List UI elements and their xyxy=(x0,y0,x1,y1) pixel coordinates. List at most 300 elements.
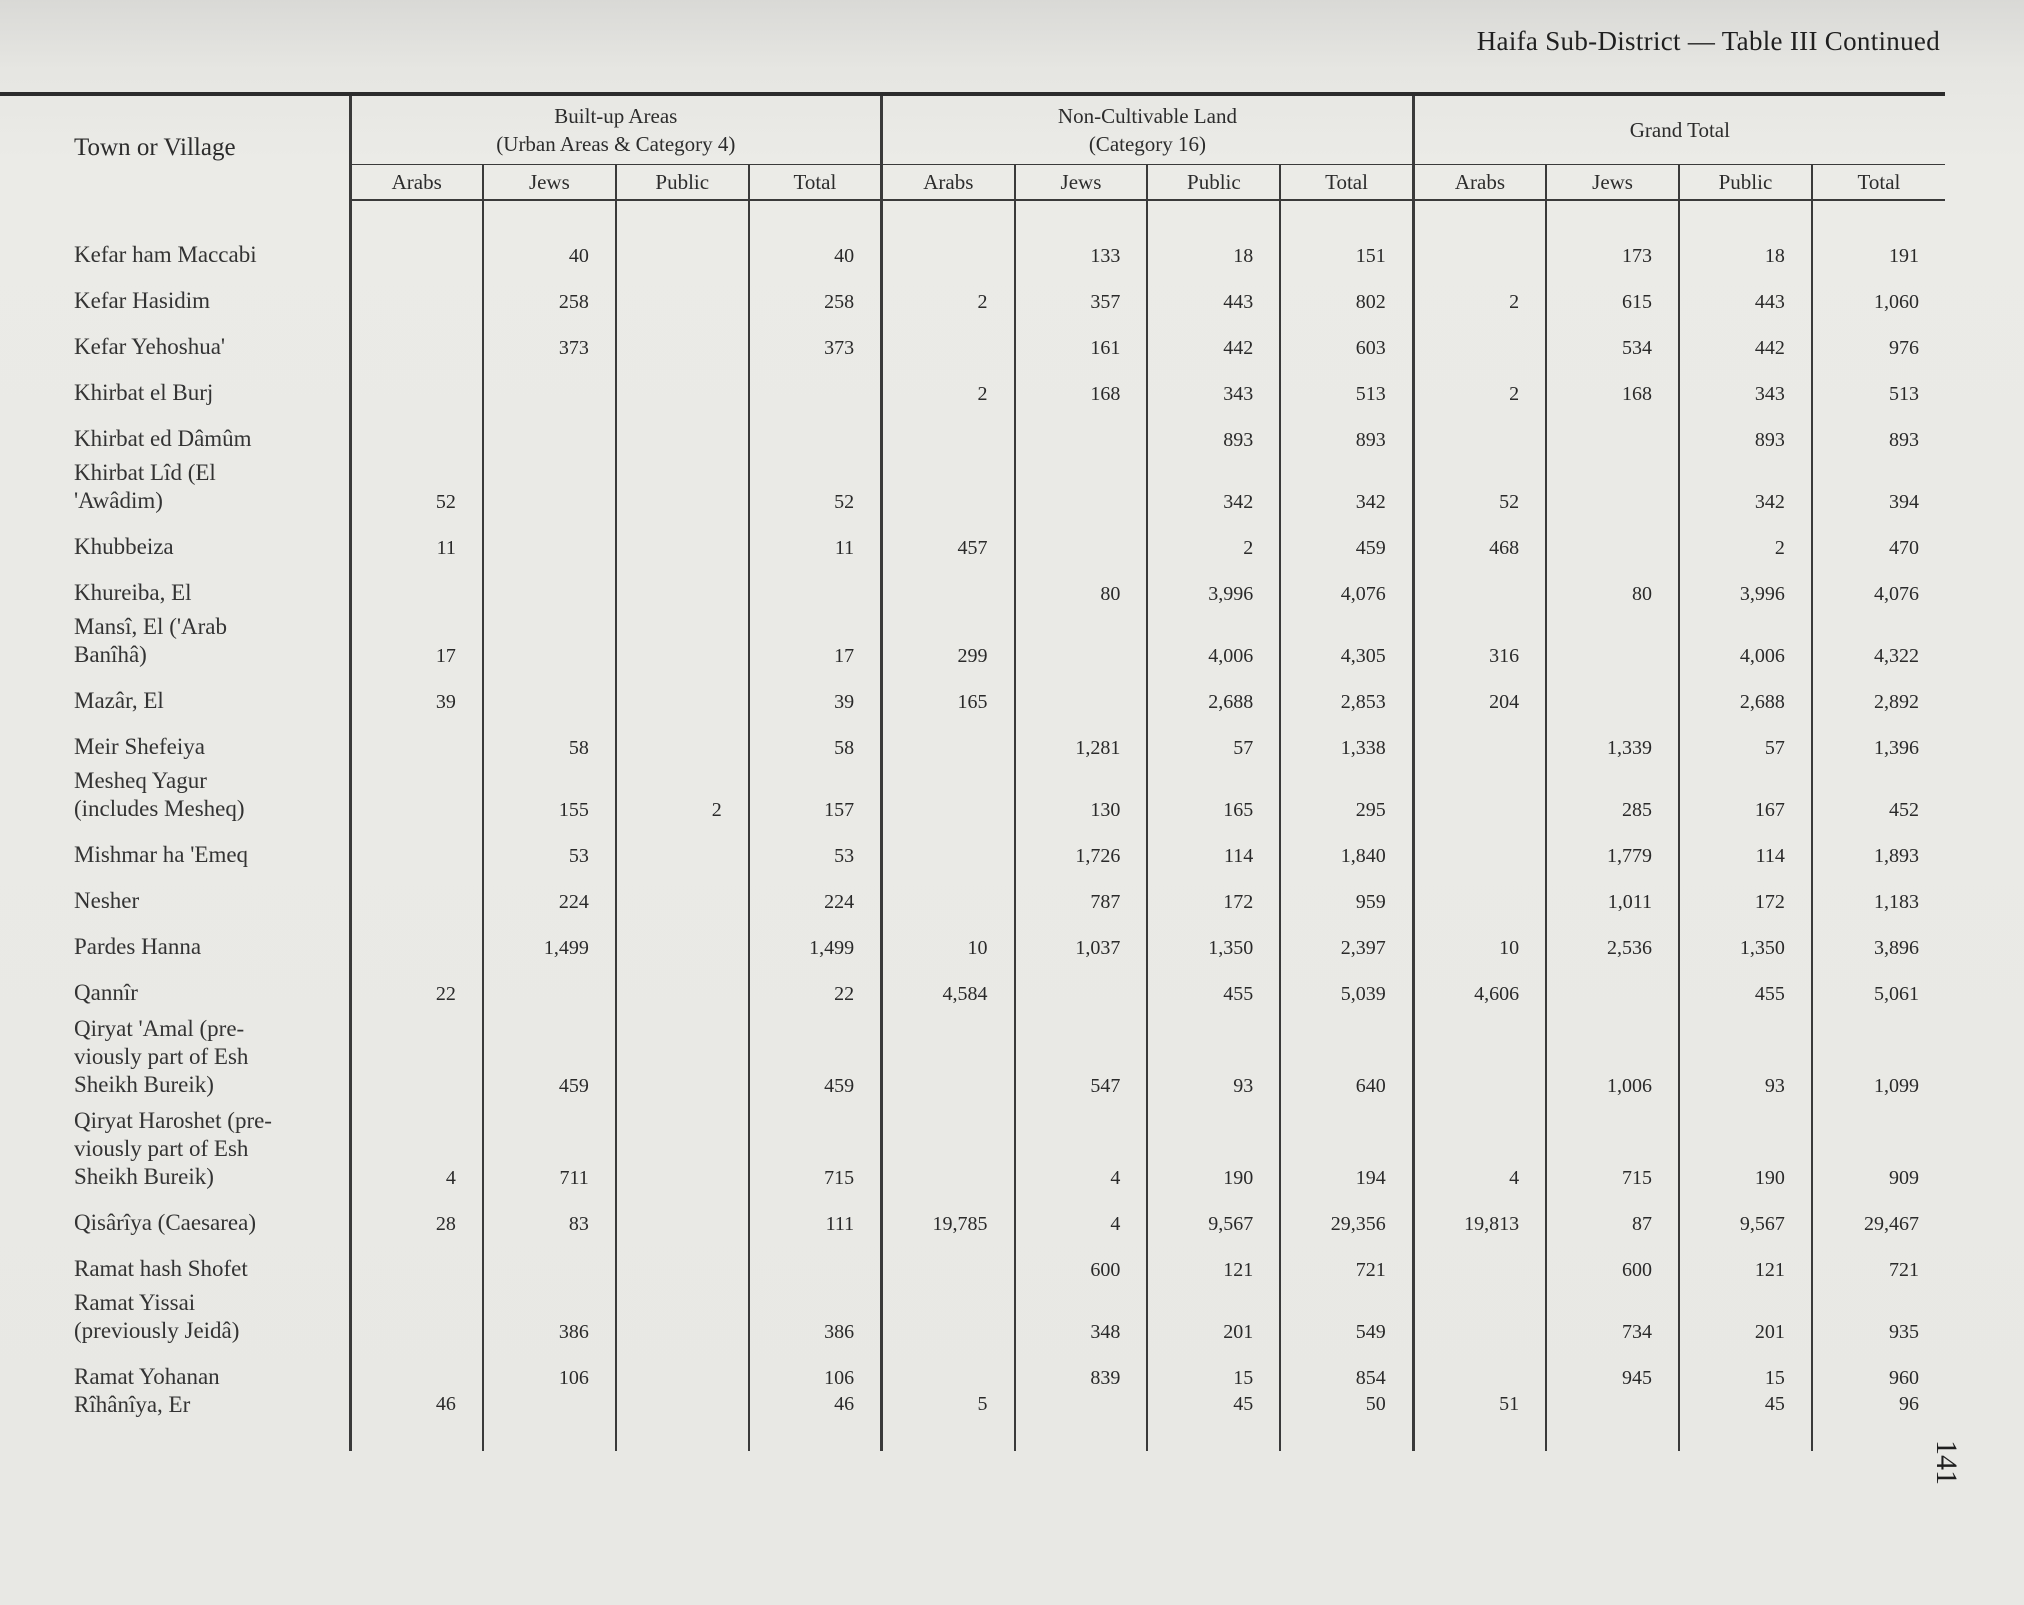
town-name-cell: Kefar Hasidim xyxy=(74,288,211,313)
value-cell: 93 xyxy=(1147,1007,1280,1099)
value-cell: 1,840 xyxy=(1280,823,1413,869)
value-cell xyxy=(1413,761,1546,823)
value-cell xyxy=(882,869,1015,915)
value-cell xyxy=(1015,961,1148,1007)
value-cell: 5,039 xyxy=(1280,961,1413,1007)
value-cell: 715 xyxy=(1546,1099,1679,1191)
value-cell xyxy=(616,1007,749,1099)
value-cell: 29,356 xyxy=(1280,1191,1413,1237)
value-cell xyxy=(1546,669,1679,715)
town-name-cell: Khirbat el Burj xyxy=(74,380,214,405)
value-cell xyxy=(1546,515,1679,561)
value-cell: 201 xyxy=(1147,1283,1280,1345)
value-cell: 10 xyxy=(882,915,1015,961)
value-cell: 935 xyxy=(1812,1283,1945,1345)
table-row xyxy=(0,453,1945,515)
value-cell: 909 xyxy=(1812,1099,1945,1191)
value-cell: 342 xyxy=(1679,453,1812,515)
value-cell: 168 xyxy=(1015,361,1148,407)
value-cell xyxy=(616,361,749,407)
town-name-cell: Nesher xyxy=(74,888,140,913)
value-cell xyxy=(350,761,483,823)
value-cell: 52 xyxy=(1413,453,1546,515)
value-cell xyxy=(1413,715,1546,761)
value-cell: 1,011 xyxy=(1546,869,1679,915)
value-cell: 165 xyxy=(882,669,1015,715)
value-cell: 172 xyxy=(1147,869,1280,915)
value-cell xyxy=(483,1391,616,1451)
value-cell: 299 xyxy=(882,607,1015,669)
value-cell: 130 xyxy=(1015,761,1148,823)
value-cell: 1,396 xyxy=(1812,715,1945,761)
value-cell: 1,350 xyxy=(1147,915,1280,961)
value-cell: 839 xyxy=(1015,1345,1148,1391)
value-cell: 4 xyxy=(1413,1099,1546,1191)
value-cell: 2 xyxy=(882,269,1015,315)
value-cell xyxy=(350,823,483,869)
group-header-row xyxy=(0,94,1945,165)
town-name-cell: Pardes Hanna xyxy=(74,934,202,959)
value-cell xyxy=(350,361,483,407)
value-cell: 4,076 xyxy=(1280,561,1413,607)
value-cell: 29,467 xyxy=(1812,1191,1945,1237)
group-header-built-up xyxy=(350,94,882,165)
value-cell: 58 xyxy=(749,715,882,761)
table-body xyxy=(0,200,1945,1451)
group-header-line1: Grand Total xyxy=(1629,118,1730,142)
group-header-grand-total xyxy=(1413,94,1945,165)
value-cell: 1,183 xyxy=(1812,869,1945,915)
value-cell: 2 xyxy=(1413,269,1546,315)
value-cell: 46 xyxy=(350,1391,483,1451)
value-cell: 114 xyxy=(1147,823,1280,869)
value-cell xyxy=(616,1099,749,1191)
value-cell: 39 xyxy=(350,669,483,715)
value-cell: 2,853 xyxy=(1280,669,1413,715)
value-cell xyxy=(483,961,616,1007)
subcolumn-header-jews: Jews xyxy=(1546,165,1679,201)
value-cell: 167 xyxy=(1679,761,1812,823)
value-cell xyxy=(1413,1237,1546,1283)
value-cell: 1,779 xyxy=(1546,823,1679,869)
value-cell: 194 xyxy=(1280,1099,1413,1191)
value-cell: 615 xyxy=(1546,269,1679,315)
value-cell: 4,322 xyxy=(1812,607,1945,669)
value-cell: 343 xyxy=(1679,361,1812,407)
value-cell xyxy=(749,407,882,453)
table-row xyxy=(0,823,1945,869)
subcolumn-header-jews: Jews xyxy=(483,165,616,201)
value-cell xyxy=(350,869,483,915)
value-cell xyxy=(616,1191,749,1237)
town-name-cell: Khureiba, El xyxy=(74,580,192,605)
value-cell: 87 xyxy=(1546,1191,1679,1237)
town-or-village-header: Town or Village xyxy=(0,94,350,200)
value-cell xyxy=(616,669,749,715)
value-cell xyxy=(616,869,749,915)
value-cell: 721 xyxy=(1812,1237,1945,1283)
value-cell xyxy=(616,407,749,453)
value-cell: 204 xyxy=(1413,669,1546,715)
value-cell: 17 xyxy=(350,607,483,669)
value-cell xyxy=(1015,1391,1148,1451)
value-cell: 513 xyxy=(1280,361,1413,407)
value-cell: 285 xyxy=(1546,761,1679,823)
town-name-cell: Ramat Yohanan xyxy=(74,1364,220,1389)
value-cell: 106 xyxy=(483,1345,616,1391)
value-cell: 19,813 xyxy=(1413,1191,1546,1237)
value-cell: 4,006 xyxy=(1679,607,1812,669)
subcolumn-header-public: Public xyxy=(616,165,749,201)
town-name-cell: Mesheq Yagur (includes Mesheq) xyxy=(74,768,245,821)
value-cell xyxy=(1546,407,1679,453)
table-row xyxy=(0,361,1945,407)
value-cell xyxy=(1546,607,1679,669)
value-cell: 2 xyxy=(1147,515,1280,561)
value-cell: 151 xyxy=(1280,200,1413,269)
subcolumn-header-total: Total xyxy=(749,165,882,201)
value-cell xyxy=(616,453,749,515)
value-cell: 4,076 xyxy=(1812,561,1945,607)
value-cell: 295 xyxy=(1280,761,1413,823)
value-cell xyxy=(483,669,616,715)
value-cell xyxy=(1413,823,1546,869)
value-cell xyxy=(616,269,749,315)
value-cell: 854 xyxy=(1280,1345,1413,1391)
value-cell: 348 xyxy=(1015,1283,1148,1345)
value-cell: 1,726 xyxy=(1015,823,1148,869)
town-name-cell: Khubbeiza xyxy=(74,534,174,559)
value-cell xyxy=(1413,561,1546,607)
town-name-cell: Qiryat Haroshet (pre- viously part of Esh Sheikh Bureik) xyxy=(74,1108,272,1189)
value-cell: 2,397 xyxy=(1280,915,1413,961)
value-cell: 15 xyxy=(1679,1345,1812,1391)
value-cell: 5 xyxy=(882,1391,1015,1451)
value-cell xyxy=(1015,669,1148,715)
town-name-cell: Kefar Yehoshua' xyxy=(74,334,226,359)
value-cell: 224 xyxy=(483,869,616,915)
value-cell xyxy=(1546,453,1679,515)
subcolumn-header-arabs: Arabs xyxy=(1413,165,1546,201)
value-cell xyxy=(882,823,1015,869)
value-cell xyxy=(616,515,749,561)
table-row xyxy=(0,1099,1945,1191)
value-cell xyxy=(350,1283,483,1345)
value-cell: 715 xyxy=(749,1099,882,1191)
value-cell xyxy=(882,1099,1015,1191)
value-cell: 2,536 xyxy=(1546,915,1679,961)
value-cell xyxy=(1413,315,1546,361)
value-cell: 4,584 xyxy=(882,961,1015,1007)
value-cell: 442 xyxy=(1147,315,1280,361)
value-cell xyxy=(483,561,616,607)
town-name-cell: Mazâr, El xyxy=(74,688,164,713)
value-cell xyxy=(1015,515,1148,561)
table-row xyxy=(0,200,1945,269)
value-cell xyxy=(350,407,483,453)
value-cell: 121 xyxy=(1679,1237,1812,1283)
value-cell xyxy=(882,407,1015,453)
value-cell xyxy=(1015,407,1148,453)
value-cell xyxy=(1413,1007,1546,1099)
value-cell: 2,688 xyxy=(1679,669,1812,715)
value-cell xyxy=(1015,453,1148,515)
value-cell: 513 xyxy=(1812,361,1945,407)
table-row xyxy=(0,607,1945,669)
town-name-cell: Ramat Yissai (previously Jeidâ) xyxy=(74,1290,240,1343)
value-cell xyxy=(350,715,483,761)
value-cell xyxy=(616,1237,749,1283)
value-cell xyxy=(616,607,749,669)
value-cell: 15 xyxy=(1147,1345,1280,1391)
value-cell xyxy=(882,200,1015,269)
value-cell: 1,339 xyxy=(1546,715,1679,761)
table-row xyxy=(0,915,1945,961)
value-cell: 960 xyxy=(1812,1345,1945,1391)
value-cell: 1,338 xyxy=(1280,715,1413,761)
value-cell: 18 xyxy=(1147,200,1280,269)
group-header-line1: Non-Cultivable Land xyxy=(1057,104,1237,128)
value-cell xyxy=(616,561,749,607)
town-name-cell: Meir Shefeiya xyxy=(74,734,205,759)
value-cell: 4,305 xyxy=(1280,607,1413,669)
value-cell: 802 xyxy=(1280,269,1413,315)
value-cell: 470 xyxy=(1812,515,1945,561)
value-cell: 45 xyxy=(1679,1391,1812,1451)
table-row xyxy=(0,761,1945,823)
value-cell: 459 xyxy=(749,1007,882,1099)
value-cell xyxy=(882,1283,1015,1345)
value-cell xyxy=(1413,869,1546,915)
subcolumn-header-jews: Jews xyxy=(1015,165,1148,201)
value-cell xyxy=(1015,607,1148,669)
subcolumn-header-total: Total xyxy=(1280,165,1413,201)
value-cell: 4 xyxy=(1015,1191,1148,1237)
value-cell: 457 xyxy=(882,515,1015,561)
value-cell: 53 xyxy=(749,823,882,869)
value-cell xyxy=(882,1007,1015,1099)
value-cell: 468 xyxy=(1413,515,1546,561)
value-cell: 39 xyxy=(749,669,882,715)
value-cell xyxy=(1413,1345,1546,1391)
value-cell: 96 xyxy=(1812,1391,1945,1451)
table-row xyxy=(0,315,1945,361)
subcolumn-header-total: Total xyxy=(1812,165,1945,201)
value-cell xyxy=(483,407,616,453)
value-cell: 52 xyxy=(350,453,483,515)
value-cell xyxy=(749,1237,882,1283)
subcolumn-header-arabs: Arabs xyxy=(350,165,483,201)
town-name-cell: Khirbat Lîd (El 'Awâdim) xyxy=(74,460,216,513)
town-name-cell: Khirbat ed Dâmûm xyxy=(74,426,252,451)
value-cell: 600 xyxy=(1015,1237,1148,1283)
value-cell: 1,499 xyxy=(749,915,882,961)
value-cell: 373 xyxy=(749,315,882,361)
value-cell xyxy=(483,607,616,669)
value-cell: 386 xyxy=(483,1283,616,1345)
table-row xyxy=(0,1007,1945,1099)
value-cell: 3,896 xyxy=(1812,915,1945,961)
value-cell: 45 xyxy=(1147,1391,1280,1451)
value-cell: 1,893 xyxy=(1812,823,1945,869)
value-cell: 455 xyxy=(1679,961,1812,1007)
value-cell: 5,061 xyxy=(1812,961,1945,1007)
value-cell: 57 xyxy=(1679,715,1812,761)
value-cell: 201 xyxy=(1679,1283,1812,1345)
value-cell: 258 xyxy=(483,269,616,315)
page-header-title: Haifa Sub-District — Table III Continued xyxy=(1476,26,1940,56)
value-cell: 2,688 xyxy=(1147,669,1280,715)
value-cell xyxy=(882,453,1015,515)
value-cell: 534 xyxy=(1546,315,1679,361)
value-cell xyxy=(616,200,749,269)
value-cell xyxy=(350,915,483,961)
value-cell xyxy=(616,961,749,1007)
value-cell: 80 xyxy=(1546,561,1679,607)
value-cell: 640 xyxy=(1280,1007,1413,1099)
value-cell: 40 xyxy=(749,200,882,269)
table-row xyxy=(0,1237,1945,1283)
value-cell: 386 xyxy=(749,1283,882,1345)
value-cell: 459 xyxy=(483,1007,616,1099)
value-cell: 4 xyxy=(1015,1099,1148,1191)
value-cell: 443 xyxy=(1147,269,1280,315)
value-cell: 18 xyxy=(1679,200,1812,269)
table-row xyxy=(0,1345,1945,1391)
value-cell: 893 xyxy=(1679,407,1812,453)
value-cell: 959 xyxy=(1280,869,1413,915)
value-cell: 168 xyxy=(1546,361,1679,407)
value-cell: 394 xyxy=(1812,453,1945,515)
value-cell: 17 xyxy=(749,607,882,669)
value-cell: 1,350 xyxy=(1679,915,1812,961)
value-cell: 80 xyxy=(1015,561,1148,607)
value-cell xyxy=(616,315,749,361)
value-cell xyxy=(1413,1283,1546,1345)
town-name-cell: Ramat hash Shofet xyxy=(74,1256,248,1281)
value-cell: 173 xyxy=(1546,200,1679,269)
value-cell: 111 xyxy=(749,1191,882,1237)
land-statistics-table xyxy=(0,92,1945,1451)
value-cell: 1,499 xyxy=(483,915,616,961)
value-cell: 28 xyxy=(350,1191,483,1237)
value-cell: 57 xyxy=(1147,715,1280,761)
table-row xyxy=(0,407,1945,453)
value-cell: 190 xyxy=(1147,1099,1280,1191)
value-cell: 133 xyxy=(1015,200,1148,269)
value-cell: 3,996 xyxy=(1679,561,1812,607)
value-cell xyxy=(882,1345,1015,1391)
value-cell: 1,037 xyxy=(1015,915,1148,961)
value-cell: 155 xyxy=(483,761,616,823)
value-cell: 945 xyxy=(1546,1345,1679,1391)
value-cell: 721 xyxy=(1280,1237,1413,1283)
value-cell: 224 xyxy=(749,869,882,915)
value-cell: 19,785 xyxy=(882,1191,1015,1237)
town-name-cell: Mansî, El ('Arab Banîhâ) xyxy=(74,614,227,667)
value-cell: 191 xyxy=(1812,200,1945,269)
town-name-cell: Rîhânîya, Er xyxy=(74,1392,191,1417)
value-cell: 114 xyxy=(1679,823,1812,869)
value-cell xyxy=(350,1007,483,1099)
value-cell xyxy=(1546,1391,1679,1451)
town-name-cell: Qiryat 'Amal (pre- viously part of Esh Sheikh Bureik) xyxy=(74,1016,249,1097)
value-cell: 9,567 xyxy=(1679,1191,1812,1237)
value-cell: 443 xyxy=(1679,269,1812,315)
value-cell: 9,567 xyxy=(1147,1191,1280,1237)
value-cell: 1,099 xyxy=(1812,1007,1945,1099)
value-cell: 549 xyxy=(1280,1283,1413,1345)
value-cell xyxy=(483,1237,616,1283)
value-cell: 4,606 xyxy=(1413,961,1546,1007)
value-cell: 58 xyxy=(483,715,616,761)
value-cell: 2 xyxy=(882,361,1015,407)
value-cell: 50 xyxy=(1280,1391,1413,1451)
value-cell xyxy=(616,715,749,761)
value-cell: 258 xyxy=(749,269,882,315)
value-cell xyxy=(483,361,616,407)
value-cell xyxy=(882,1237,1015,1283)
value-cell: 1,060 xyxy=(1812,269,1945,315)
value-cell: 2 xyxy=(616,761,749,823)
value-cell: 46 xyxy=(749,1391,882,1451)
value-cell: 22 xyxy=(749,961,882,1007)
value-cell xyxy=(350,561,483,607)
value-cell xyxy=(1546,961,1679,1007)
value-cell xyxy=(350,1237,483,1283)
value-cell: 10 xyxy=(1413,915,1546,961)
value-cell xyxy=(616,1283,749,1345)
table-row xyxy=(0,669,1945,715)
value-cell: 1,281 xyxy=(1015,715,1148,761)
town-name-cell: Kefar ham Maccabi xyxy=(74,242,257,267)
page-number: 141 xyxy=(1930,1440,1963,1485)
value-cell: 603 xyxy=(1280,315,1413,361)
value-cell xyxy=(350,200,483,269)
value-cell: 2,892 xyxy=(1812,669,1945,715)
value-cell: 121 xyxy=(1147,1237,1280,1283)
value-cell: 2 xyxy=(1679,515,1812,561)
value-cell: 22 xyxy=(350,961,483,1007)
group-header-line2: (Urban Areas & Category 4) xyxy=(496,132,736,156)
table-row xyxy=(0,515,1945,561)
table-row xyxy=(0,1391,1945,1451)
value-cell: 53 xyxy=(483,823,616,869)
value-cell: 52 xyxy=(749,453,882,515)
value-cell: 787 xyxy=(1015,869,1148,915)
value-cell: 893 xyxy=(1280,407,1413,453)
value-cell: 40 xyxy=(483,200,616,269)
value-cell xyxy=(882,715,1015,761)
value-cell: 157 xyxy=(749,761,882,823)
value-cell: 459 xyxy=(1280,515,1413,561)
value-cell xyxy=(1413,407,1546,453)
town-name-cell: Qannîr xyxy=(74,980,138,1005)
table-row xyxy=(0,561,1945,607)
value-cell xyxy=(882,761,1015,823)
town-name-cell: Qisârîya (Caesarea) xyxy=(74,1210,256,1235)
value-cell xyxy=(882,561,1015,607)
value-cell xyxy=(616,915,749,961)
value-cell xyxy=(350,1345,483,1391)
table-row xyxy=(0,1191,1945,1237)
group-header-non-cultivable xyxy=(882,94,1414,165)
table-row xyxy=(0,961,1945,1007)
value-cell: 455 xyxy=(1147,961,1280,1007)
value-cell: 4,006 xyxy=(1147,607,1280,669)
value-cell: 93 xyxy=(1679,1007,1812,1099)
value-cell: 893 xyxy=(1147,407,1280,453)
